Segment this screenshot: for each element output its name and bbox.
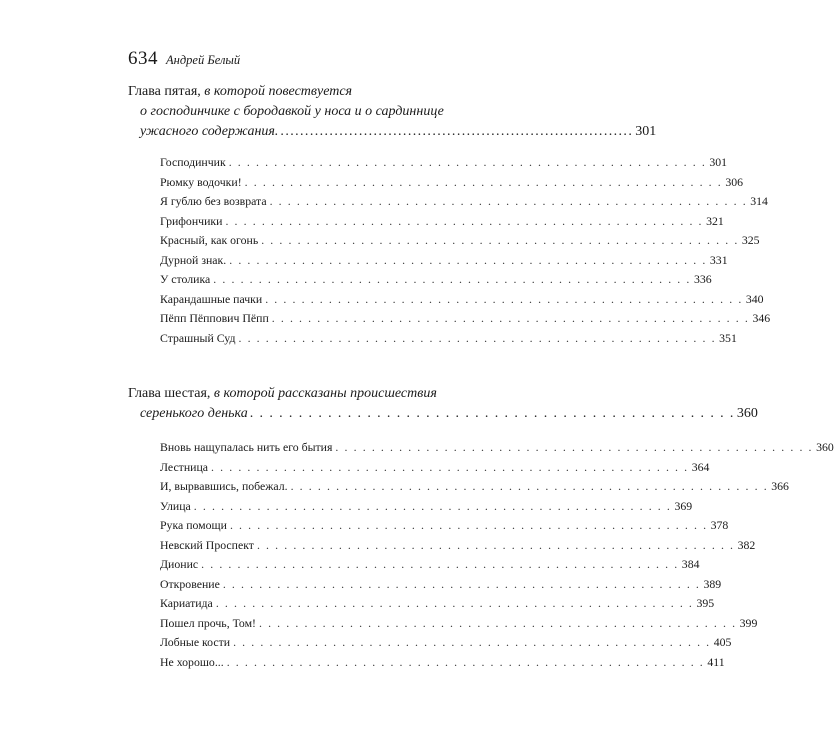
- entry-title: Я гублю без возврата: [160, 194, 267, 208]
- dot-leader: . . . . . . . . . . . . . . . . . . . . . . . . . . . . . . . . . . . . . . . . . . . . . . . . . . . . .: [233, 635, 711, 649]
- chapter-six-heading: [128, 384, 758, 424]
- entry-title: У столика: [160, 272, 211, 286]
- chapter-leader-line: [128, 404, 758, 424]
- dot-leader: . . . . . . . . . . . . . . . . . . . . . . . . . . . . . . . . . . . . . . . . . . . . . . . . . . . . .: [238, 330, 717, 345]
- toc-entry[interactable]: [160, 537, 756, 558]
- toc-entry[interactable]: [160, 635, 732, 655]
- toc-entry[interactable]: [160, 557, 700, 577]
- entry-page: 325: [741, 233, 760, 247]
- entry-title: И, вырвавшись, побежал.: [160, 479, 288, 493]
- dot-leader: . . . . . . . . . . . . . . . . . . . . . . . . . . . . . . . . . . . . . . . . . . . . . . . . . . . . .: [269, 194, 748, 208]
- entry-title: Невский Проспект: [160, 537, 254, 552]
- entry-title: Лобные кости: [160, 635, 231, 649]
- entry-page: 411: [707, 654, 725, 669]
- chapter-label: Глава пятая,: [128, 84, 201, 99]
- entry-page: 399: [739, 615, 758, 630]
- entry-page: 405: [713, 635, 732, 649]
- dot-leader: . . . . . . . . . . . . . . . . . . . . . . . . . . . . . . . . . . . . . . . . . . . . . . . . . . . . .: [225, 213, 704, 228]
- toc-entry[interactable]: [160, 479, 789, 499]
- entry-page: 346: [752, 311, 771, 325]
- entry-page: 351: [719, 330, 737, 345]
- entry-title: Пёпп Пёппович Пёпп: [160, 311, 269, 325]
- entry-page: 395: [696, 596, 715, 610]
- toc-entry[interactable]: [160, 330, 737, 351]
- dot-leader: . . . . . . . . . . . . . . . . . . . . . . . . . . . . . . . . . . . . . . . . . . . . . . . . . . . . .: [229, 518, 708, 532]
- toc-entry[interactable]: [160, 311, 771, 331]
- chapter-subtitle-line: в которой рассказаны происшествия: [213, 386, 437, 401]
- entry-title: Грифончики: [160, 213, 223, 228]
- toc-entry[interactable]: [160, 291, 764, 312]
- entry-page: 301: [709, 155, 728, 169]
- entry-page: 314: [750, 194, 768, 208]
- chapter-five-sections: [160, 155, 771, 350]
- dot-leader: . . . . . . . . . . . . . . . . . . . . . . . . . . . . . . . . . . . . . . . . . . . . . . . . . . . . .: [222, 576, 701, 591]
- dot-leader: . . . . . . . . . . . . . . . . . . . . . . . . . . . . . . . . . . . . . . . . . . . . . . . . . . . . .: [213, 272, 691, 286]
- entry-title: Господинчик: [160, 155, 226, 169]
- entry-page: 306: [725, 174, 744, 189]
- entry-title: Дурной знак.: [160, 252, 227, 267]
- toc-entry[interactable]: [160, 194, 768, 214]
- dot-leader: . . . . . . . . . . . . . . . . . . . . . . . . . . . . . . . . . . . . . . . . . . . . . . . . . . . . .: [228, 155, 707, 169]
- chapter-five-heading: [128, 82, 657, 142]
- entry-title: Пошел прочь, Том!: [160, 615, 256, 630]
- entry-title: Откровение: [160, 576, 220, 591]
- toc-entry[interactable]: [160, 654, 725, 675]
- toc-entry[interactable]: [160, 596, 715, 616]
- running-header: [128, 48, 240, 70]
- entry-page: 331: [709, 252, 728, 267]
- chapter-leader-line: [128, 122, 657, 142]
- toc-entry[interactable]: [160, 213, 724, 234]
- dot-leader: . . . . . . . . . . . . . . . . . . . . . . . . . . . . . . . . . . . . . . . . . . . . . . . . . . . . .: [229, 252, 707, 267]
- entry-title: Страшный Суд: [160, 330, 236, 345]
- dot-leader: . . . . . . . . . . . . . . . . . . . . . . . . . . . . . . . . . . . . . . . . . . . . . . . . . . . . .: [215, 596, 694, 610]
- entry-title: Красный, как огонь: [160, 233, 259, 247]
- chapter-page: 301: [635, 124, 657, 139]
- entry-title: Дионис: [160, 557, 199, 571]
- chapter-subtitle-line: о господинчике с бородавкой у носа и о сардиннице: [140, 104, 444, 119]
- toc-entry[interactable]: [160, 440, 834, 460]
- toc-entry[interactable]: [160, 615, 758, 636]
- entry-title: Рука помощи: [160, 518, 227, 532]
- dot-leader: . . . . . . . . . . . . . . . . . . . . . . . . . . . . . . . . . . . . . . . . . . . . . . . . . . . . .: [265, 291, 743, 306]
- entry-title: Лестница: [160, 459, 209, 474]
- toc-entry[interactable]: [160, 272, 712, 292]
- entry-title: Карандашные пачки: [160, 291, 263, 306]
- entry-page: 369: [674, 498, 693, 513]
- entry-page: 340: [745, 291, 764, 306]
- chapter-subtitle-line: ужасного содержания.: [140, 124, 279, 139]
- entry-page: 384: [681, 557, 700, 571]
- chapter-page: 360: [736, 406, 758, 421]
- entry-page: 378: [710, 518, 729, 532]
- entry-page: 321: [706, 213, 724, 228]
- dot-leader: . . . . . . . . . . . . . . . . . . . . . . . . . . . . . . . . . . . . . . . . . . . . . . . . . . . . .: [271, 311, 750, 325]
- dot-leader: . . . . . . . . . . . . . . . . . . . . . . . . . . . . . . . . . . . . . . . . . . . . . . . . . . . . .: [201, 557, 679, 571]
- chapter-subtitle-line: в которой повествуется: [204, 84, 353, 99]
- entry-page: 382: [737, 537, 756, 552]
- dot-leader: . . . . . . . . . . . . . . . . . . . . . . . . . . . . . . . . . . . . . . . . . . . . . . . . . . . . .: [290, 479, 769, 493]
- toc-entry[interactable]: [160, 498, 693, 519]
- toc-entry[interactable]: [160, 252, 728, 273]
- entry-page: 389: [703, 576, 722, 591]
- toc-entry[interactable]: [160, 576, 722, 597]
- dot-leader: ........................................................................: [280, 124, 634, 139]
- chapter-subtitle-line: серенького денька: [140, 406, 248, 421]
- entry-title: Не хорошо...: [160, 654, 224, 669]
- entry-title: Рюмку водочки!: [160, 174, 242, 189]
- entry-title: Вновь нащупалась нить его бытия: [160, 440, 333, 454]
- toc-entry[interactable]: [160, 174, 744, 195]
- chapter-label: Глава шестая,: [128, 386, 211, 401]
- dot-leader: . . . . . . . . . . . . . . . . . . . . . . . . . . . . . . . . . . . . . . . . . . . . . . . . . . . . .: [256, 537, 735, 552]
- toc-entry[interactable]: [160, 155, 728, 175]
- dot-leader: . . . . . . . . . . . . . . . . . . . . . . . . . . . . . . . . . . . . . . . . . . . . . . . . . . . . .: [193, 498, 672, 513]
- entry-title: Улица: [160, 498, 191, 513]
- dot-leader: . . . . . . . . . . . . . . . . . . . . . . . . . . . . . . . . . . . . . . . . . . . . . . . . . . . . .: [226, 654, 705, 669]
- dot-leader: . . . . . . . . . . . . . . . . . . . . . . . . . . . . . . . . . . . . . . . . . . . . . . . . . .: [249, 406, 735, 421]
- toc-entry[interactable]: [160, 518, 729, 538]
- dot-leader: . . . . . . . . . . . . . . . . . . . . . . . . . . . . . . . . . . . . . . . . . . . . . . . . . . . . .: [335, 440, 814, 454]
- entry-page: 364: [691, 459, 710, 474]
- entry-page: 366: [771, 479, 789, 493]
- chapter-six-sections: [160, 440, 834, 674]
- author-name: Андрей Белый: [166, 53, 241, 67]
- entry-title: Кариатида: [160, 596, 213, 610]
- entry-page: 360: [816, 440, 834, 454]
- toc-entry[interactable]: [160, 233, 760, 253]
- dot-leader: . . . . . . . . . . . . . . . . . . . . . . . . . . . . . . . . . . . . . . . . . . . . . . . . . . . . .: [244, 174, 723, 189]
- entry-page: 336: [693, 272, 712, 286]
- page-number: 634: [128, 48, 158, 69]
- dot-leader: . . . . . . . . . . . . . . . . . . . . . . . . . . . . . . . . . . . . . . . . . . . . . . . . . . . . .: [261, 233, 739, 247]
- dot-leader: . . . . . . . . . . . . . . . . . . . . . . . . . . . . . . . . . . . . . . . . . . . . . . . . . . . . .: [258, 615, 737, 630]
- dot-leader: . . . . . . . . . . . . . . . . . . . . . . . . . . . . . . . . . . . . . . . . . . . . . . . . . . . . .: [211, 459, 689, 474]
- toc-entry[interactable]: [160, 459, 710, 480]
